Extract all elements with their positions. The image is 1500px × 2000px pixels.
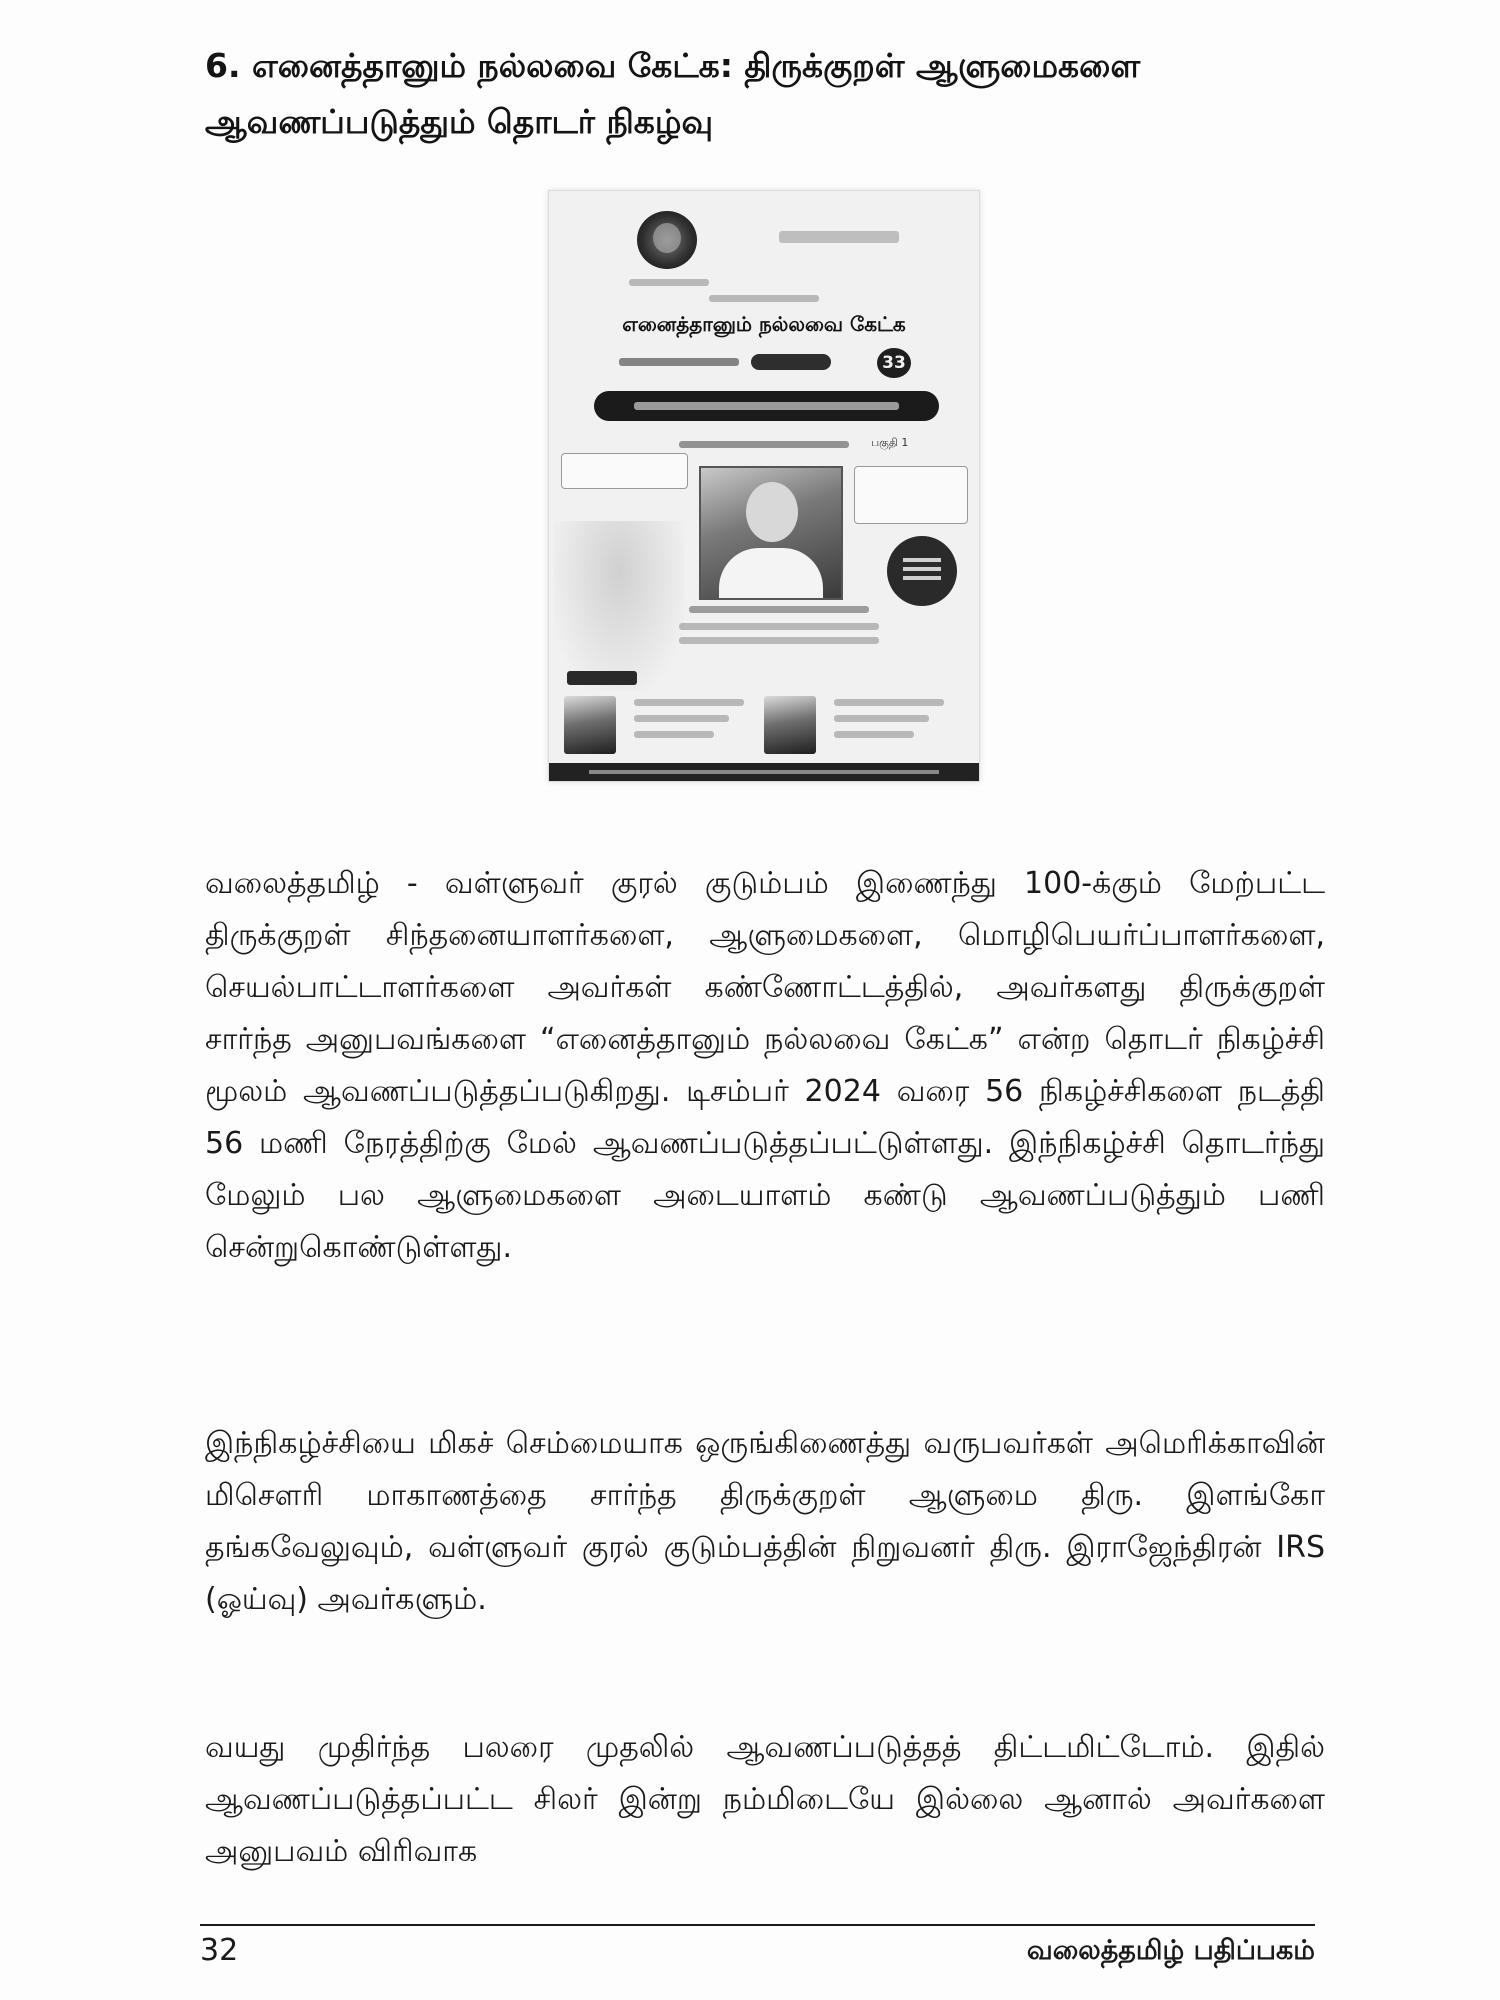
talk-type-line [679,441,849,448]
coordinators-label [567,671,637,685]
coordinator-1-line-2 [634,715,729,722]
emblem-logo-icon [637,211,697,269]
section-heading [205,38,1325,150]
section-heading-line-1: 6. எனைத்தானும் நல்லவை கேட்க: திருக்குறள் ஆளுமைகளை [205,46,1141,85]
page-number: 32 [200,1933,239,1968]
coordinator-2-line-3 [834,731,914,738]
coordinator-photo-2 [764,696,816,754]
date-info-box [561,453,688,489]
paragraph-2: இந்நிகழ்ச்சியை மிகச் செம்மையாக ஒருங்கிணைத்து வருபவர்கள் அமெரிக்காவின் மிசௌரி மாகாணத்தை சார்ந்த திருக்குறள் ஆளுமை திரு. இளங்கோ தங்கவேலுவும், வள்ளுவர் குரல் குடும்பத்தின் நிறுவனர் திரு. இராஜேந்திரன் IRS (ஓய்வு) அவர்களும். [205,1426,1325,1617]
footer-divider [200,1924,1315,1926]
speaker-desc-line-2 [679,637,879,644]
paragraph-3: வயது முதிர்ந்த பலரை முதலில் ஆவணப்படுத்தத் திட்டமிட்டோம். இதில் ஆவணப்படுத்தப்பட்ட சிலர் இன்று நம்மிடையே இல்லை ஆனால் அவர்களை அனுபவம் விரிவாக [205,1730,1325,1869]
coordinator-photo-1 [564,696,616,754]
logo-caption-line [629,279,709,286]
part-label: பகுதி 1 [871,436,909,449]
section-heading-line-2: ஆவணப்படுத்தும் தொடர் நிகழ்வு [205,102,714,141]
series-caption-line [709,295,819,302]
time-badge [887,536,957,606]
subtitle-pill [751,354,831,370]
subtitle-line [619,358,739,366]
episode-number-badge: 33 [877,348,911,378]
speaker-name-line [689,606,869,613]
event-poster-image [548,190,980,782]
coordinator-1-line-3 [634,731,714,738]
speaker-photo [699,466,843,600]
coordinator-2-line-2 [834,715,929,722]
poster-title: எனைத்தானும் நல்லவை கேட்க [622,312,906,336]
speaker-desc-line-1 [679,623,879,630]
greeting-info-box [854,466,968,524]
coordinator-2-line-1 [834,699,944,706]
coordinator-1-line-1 [634,699,744,706]
publisher-name: வலைத்தமிழ் பதிப்பகம் [1026,1935,1315,1966]
poster-subtitle-row [619,351,919,373]
topic-band [594,391,939,421]
brand-logo-icon [779,231,899,243]
thiruvalluvar-figure-icon [554,521,684,691]
poster-footer-strip [549,763,979,781]
paragraph-1: வலைத்தமிழ் - வள்ளுவர் குரல் குடும்பம் இணைந்து 100-க்கும் மேற்பட்ட திருக்குறள் சிந்தனையாளர்களை, ஆளுமைகளை, மொழிபெயர்ப்பாளர்களை, செயல்பாட்டாளர்களை அவர்கள் கண்ணோட்டத்தில், அவர்களது திருக்குறள் சார்ந்த அனுபவங்களை “எனைத்தானும் நல்லவை கேட்க” என்ற தொடர் நிகழ்ச்சி மூலம் ஆவணப்படுத்தப்படுகிறது. டிசம்பர் 2024 வரை 56 நிகழ்ச்சிகளை நடத்தி 56 மணி நேரத்திற்கு மேல் ஆவணப்படுத்தப்பட்டுள்ளது. இந்நிகழ்ச்சி தொடர்ந்து மேலும் பல ஆளுமைகளை அடையாளம் கண்டு ஆவணப்படுத்தும் பணி சென்றுகொண்டுள்ளது. [205,866,1325,1265]
